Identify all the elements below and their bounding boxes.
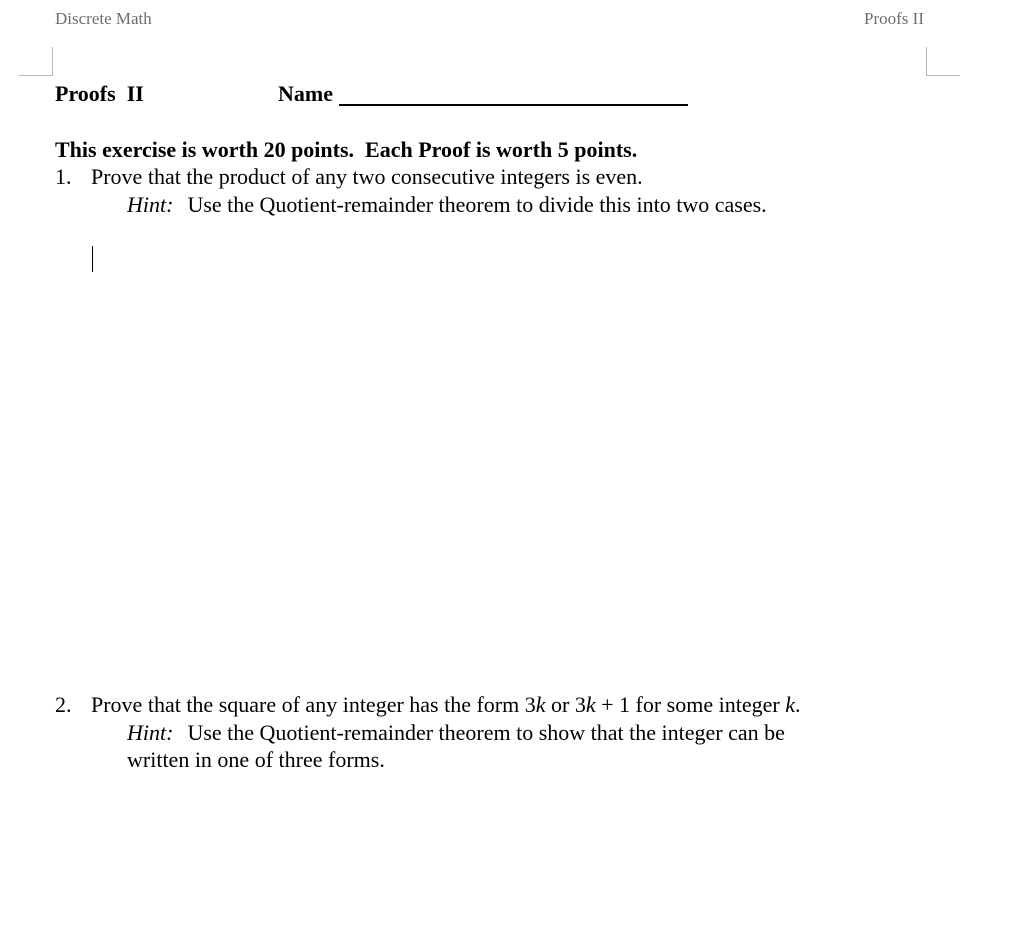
text-cursor[interactable] [92,246,93,272]
question-2-text-part: + 1 for some integer [595,692,786,717]
document-title: Proofs II [55,81,144,106]
header-left-text: Discrete Math [55,9,152,28]
crop-mark-right-vertical [926,47,927,76]
question-1-number: 1. [55,164,72,189]
question-2-text-part: Prove that the square of any integer has the form 3 [91,692,536,717]
question-2-text-part: . [794,692,801,717]
question-2-text-part: or 3 [545,692,586,717]
crop-mark-right-horizontal [926,75,960,76]
crop-mark-left-horizontal [19,75,53,76]
question-2-variable: k [585,692,596,717]
question-2-text [91,691,800,718]
points-statement: This exercise is worth 20 points. Each Proof is worth 5 points. [55,137,638,162]
question-2-hint-label: Hint: [127,720,174,745]
question-1-hint [127,191,767,218]
question-2-hint [127,719,785,746]
crop-mark-left-vertical [52,47,53,76]
question-1-text: Prove that the product of any two consecutive integers is even. [91,164,643,189]
question-2-variable: k [785,692,795,717]
question-2-number: 2. [55,692,72,717]
question-2-variable: k [535,692,546,717]
header-right-text: Proofs II [864,9,924,28]
question-2-hint-text-line-1: Use the Quotient-remainder theorem to show that the integer can be [187,720,785,745]
question-1-hint-label: Hint: [127,192,174,217]
question-2-hint-text-line-2: written in one of three forms. [127,747,385,772]
name-label: Name [278,81,333,106]
question-1-hint-text: Use the Quotient-remainder theorem to divide this into two cases. [187,192,767,217]
name-blank-line[interactable] [339,104,688,106]
